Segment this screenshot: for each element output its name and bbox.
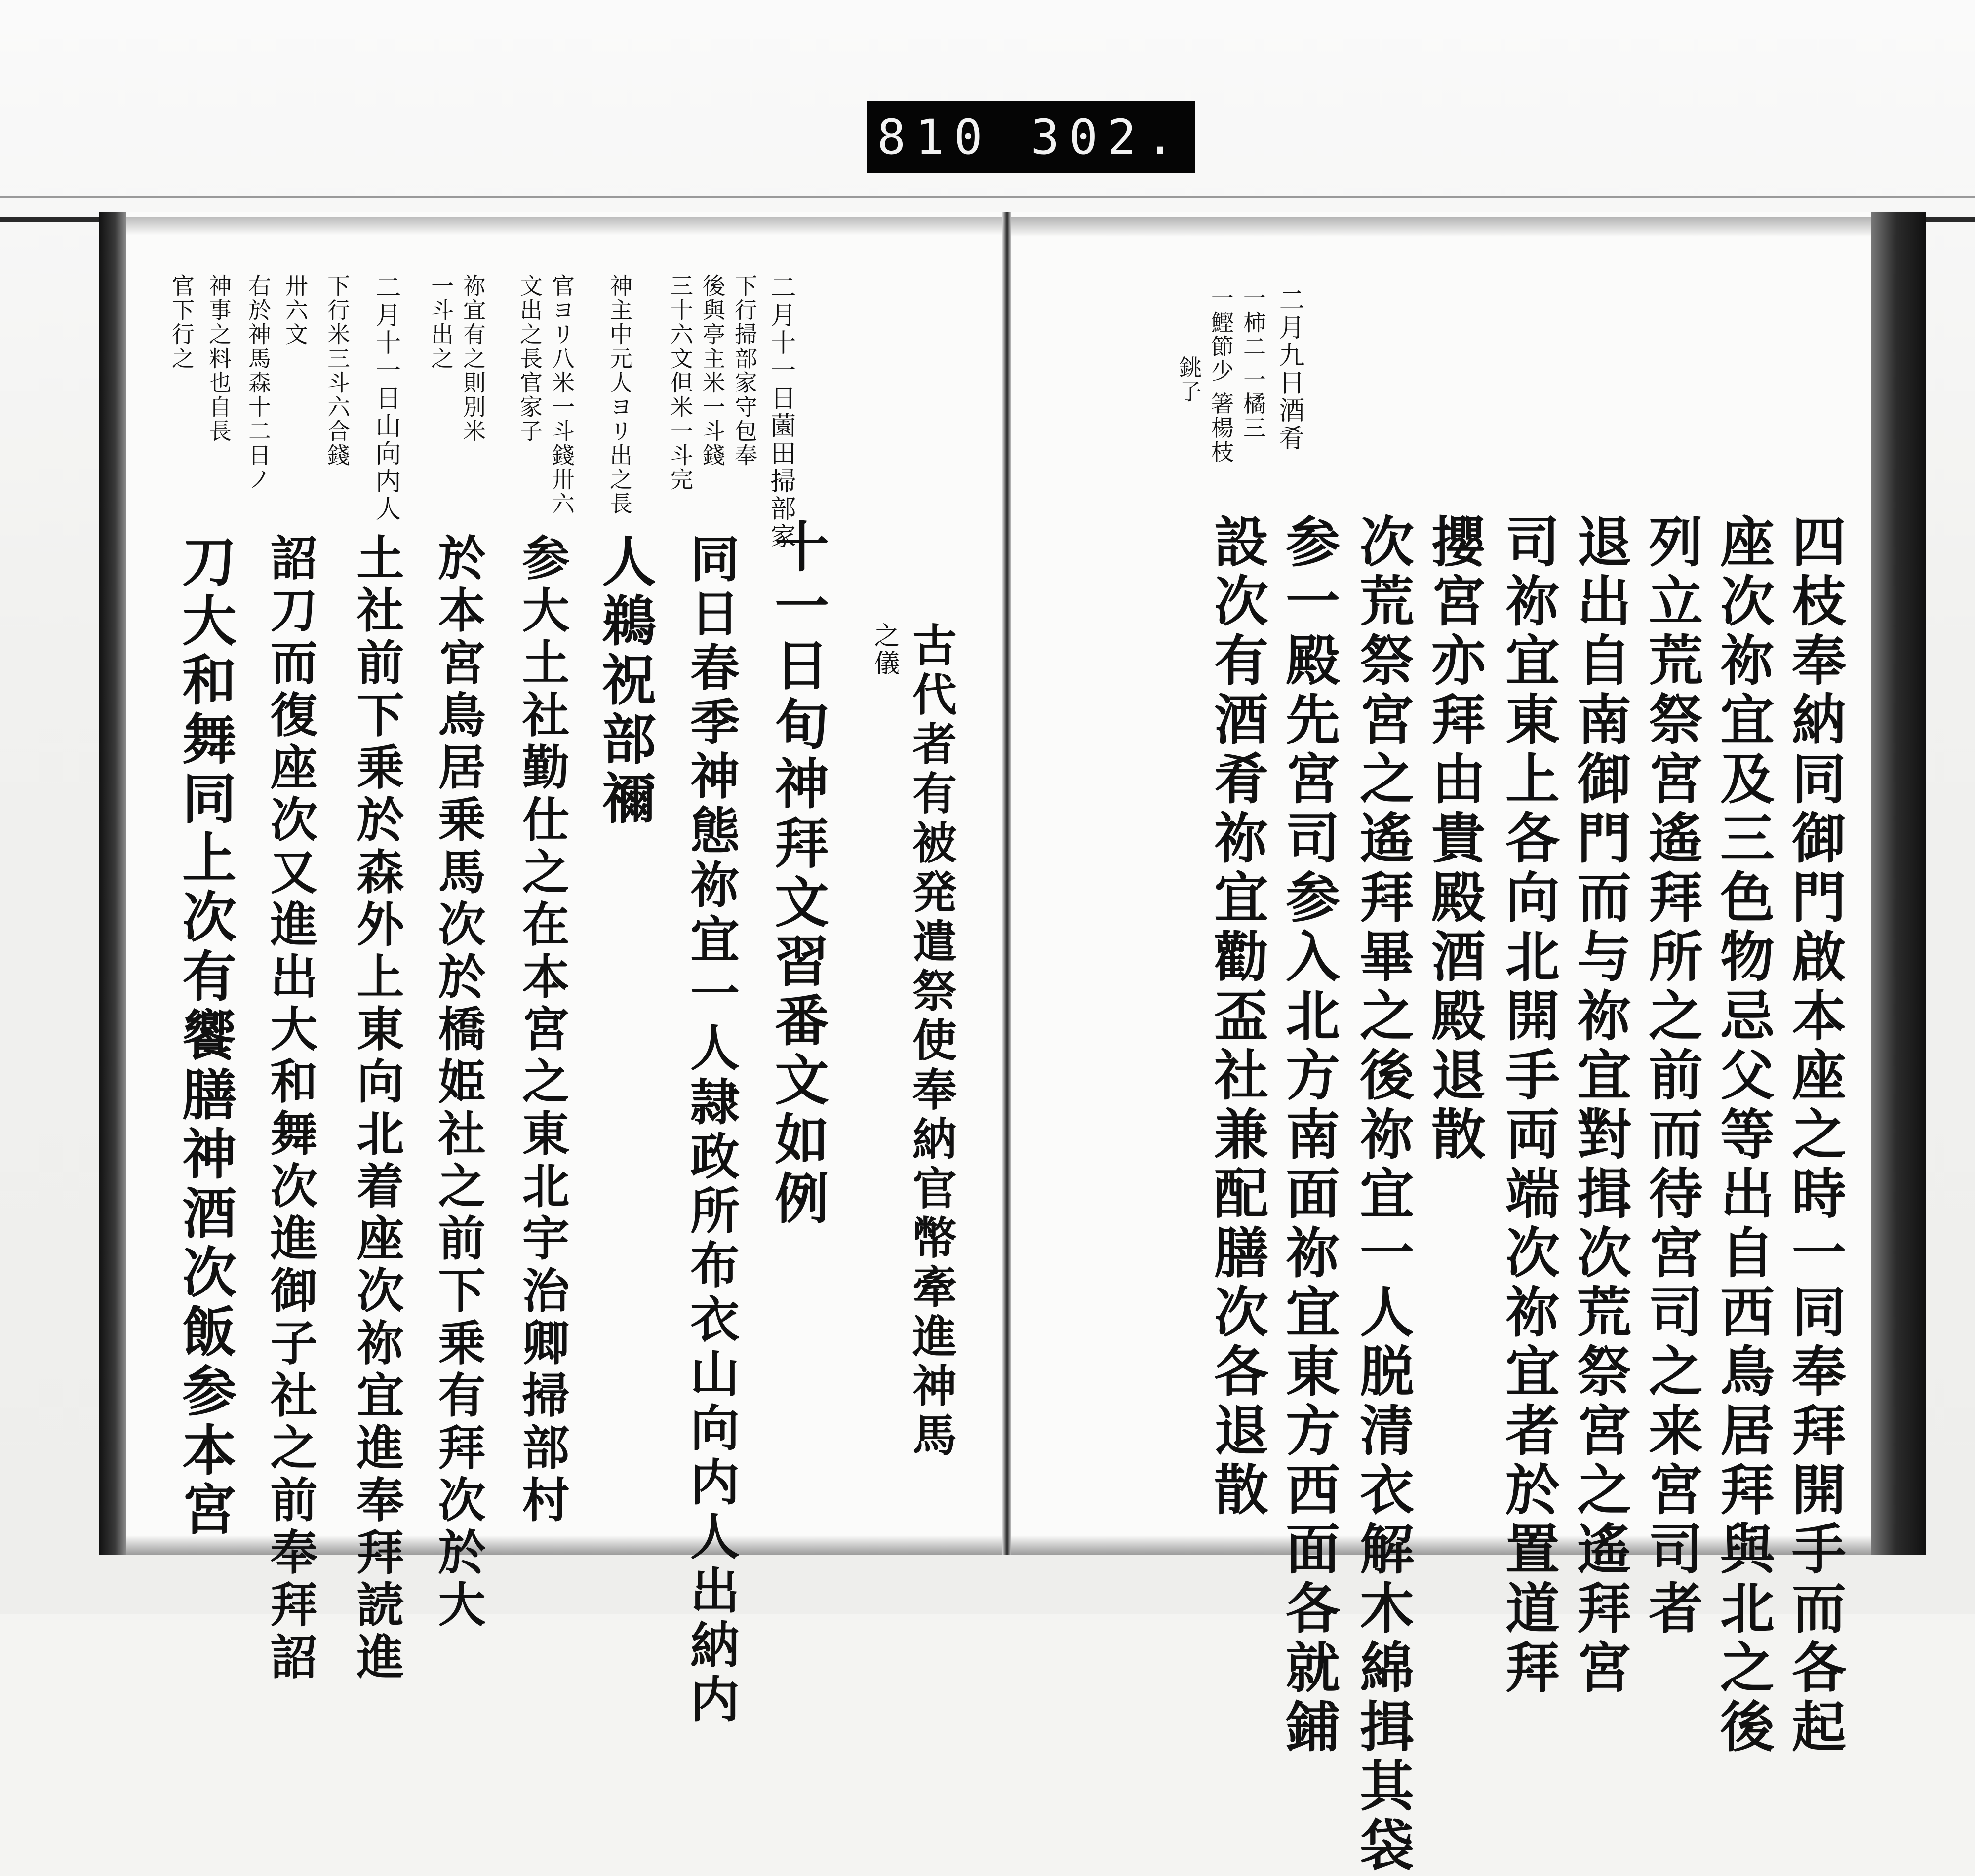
note-line: 祢宜有之則別米 [460,274,486,443]
text-column: 於本宮鳥居乗馬次於橋姫社之前下乗有拜次於大 [431,533,486,1632]
text-column: 四枝奉納同御門啟本座之時一同奉拜開手而各起 [1783,513,1847,1758]
text-column: 参一殿先宮司参入北方南面祢宜東方西面各就鋪 [1277,513,1341,1758]
text-column: 攖宮亦拜由貴殿酒殿退散 [1422,513,1486,1165]
note-line: 一斗出之 [428,274,454,371]
right-page-top-shadow [1010,217,1871,237]
text-column: 詔刀而復座次又進出大和舞次進御子社之前奉拜詔 [263,533,318,1684]
text-column: 設次有酒肴祢宜勸盃社兼配膳次各退散 [1205,513,1269,1521]
text-column: 座次祢宜及三色物忌父等出自西鳥居拜與北之後 [1711,513,1775,1758]
note-line: 二月十一日山向内人 [371,274,400,523]
note-line: 官ヨリ八米一斗錢卅六 [549,274,575,516]
note-line: 右於神馬森十二日ノ [245,274,272,492]
note-line: 三十六文但米一斗完 [667,274,694,492]
film-edge-line [0,196,1975,198]
note-line: 文出之長官家子 [516,274,543,443]
book-right-edge [1871,212,1926,1555]
note-header: 二月九日酒肴 [1274,286,1304,452]
text-column: 次荒祭宮之遙拜畢之後祢宜一人脱清衣解木綿揖其袋 [1351,513,1415,1876]
book-left-edge [99,212,126,1555]
note-line: 二月十一日薗田掃部家 [766,274,795,550]
text-column: 人鵜祝部禰 [593,533,657,829]
text-column: 参大土社勤仕之在本宮之東北宇治卿掃部村 [514,533,570,1527]
text-column: 列立荒祭宮遙拜所之前而待宮司之来宮司者 [1640,513,1703,1639]
note-line: 官下行之 [168,274,195,371]
note-line: 一鰹節少 箸楊枝 [1208,286,1234,465]
text-column: 土社前下乗於森外上東向北着座次祢宜進奉拜読進 [349,533,405,1684]
archive-label: 810 302. [867,101,1195,173]
note-line: 神事之料也自長 [205,274,232,443]
note-line: 一柿二 一橘三 [1240,286,1266,440]
note-line: 下行掃部家守包奉 [731,274,758,468]
text-column: 古代者有被発遣祭使奉納官幣牽進神馬 [905,622,957,1461]
book-gutter [1002,212,1011,1555]
note-line: 銚子 [1176,355,1202,404]
text-column: 刀大和舞同上次有饗膳神酒次飯参本宮 [173,533,237,1540]
note-line: 後與亭主米一斗錢 [699,274,726,468]
text-column: 退出自南御門而与祢宜對揖次荒祭宮之遙拜宮 [1568,513,1632,1698]
text-column: 同日春季神態祢宜一人隷政所布衣山向内人出納内 [682,533,740,1728]
text-column-heading: 十一日旬神拜文習番文如例 [766,518,830,1229]
note-line: 神主中元人ヨリ出之長 [606,274,633,516]
note-line: 卅六文 [282,274,309,347]
left-page-top-shadow [126,217,1005,235]
text-column: 之儀 [869,622,899,677]
text-column: 司祢宜東上各向北開手両端次祢宜者於置道拜 [1497,513,1560,1698]
note-line: 下行米三斗六合錢 [324,274,351,468]
